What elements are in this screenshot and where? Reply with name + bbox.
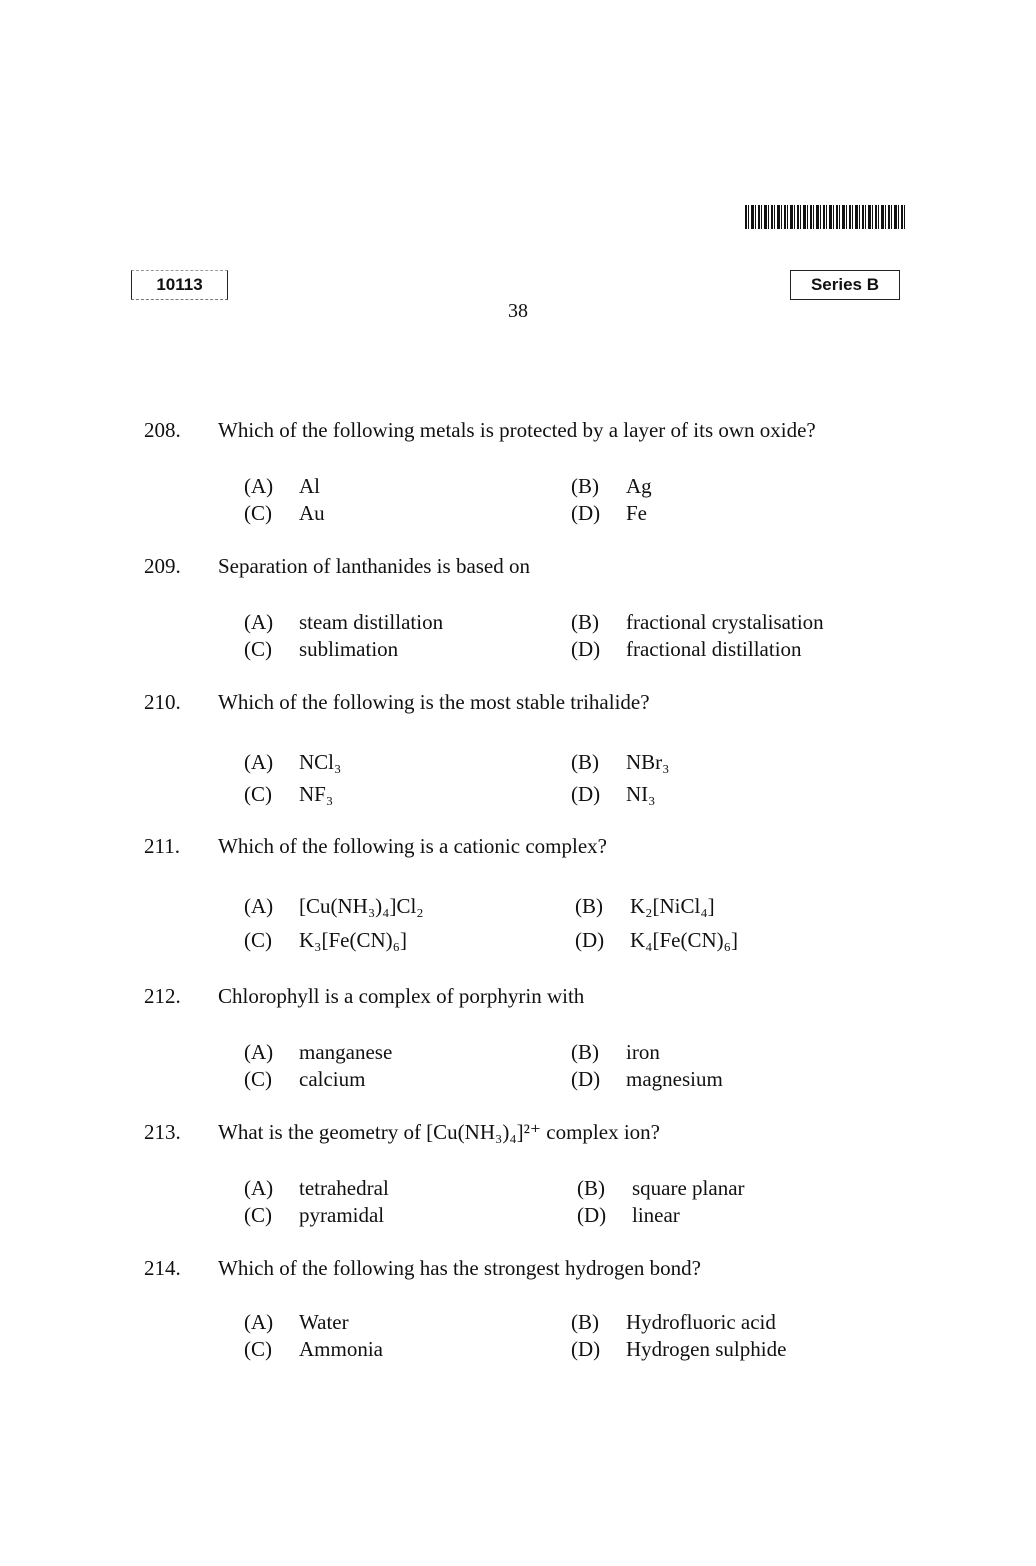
- question-number: 214.: [144, 1256, 181, 1280]
- question-number: 211.: [144, 834, 180, 858]
- option-d: (D) Fe: [571, 501, 647, 525]
- question-number: 209.: [144, 554, 181, 578]
- option-c: (C) sublimation: [244, 637, 399, 661]
- question-number: 210.: [144, 690, 181, 714]
- question-text: What is the geometry of [Cu(NH₃)₄]²⁺ complex ion?: [218, 1120, 660, 1144]
- option-d: (D) NI₃: [571, 782, 656, 806]
- question-number: 212.: [144, 984, 181, 1008]
- question-number: 213.: [144, 1120, 181, 1144]
- option-a: (A) Al: [244, 474, 320, 498]
- option-a: (A) [Cu(NH₃)₄]Cl₂: [244, 894, 424, 918]
- barcode: [745, 205, 905, 229]
- option-c: (C) Au: [244, 501, 325, 525]
- page-number: 38: [508, 300, 528, 322]
- option-b: (B) square planar: [577, 1176, 745, 1200]
- option-c: (C) pyramidal: [244, 1203, 385, 1227]
- option-d: (D) fractional distillation: [571, 637, 802, 661]
- question-text: Chlorophyll is a complex of porphyrin with: [218, 984, 585, 1008]
- option-c: (C) NF₃: [244, 782, 334, 806]
- question-number: 208.: [144, 418, 181, 442]
- option-a: (A) Water: [244, 1310, 349, 1334]
- option-a: (A) steam distillation: [244, 610, 444, 634]
- option-c: (C) calcium: [244, 1067, 366, 1091]
- question-text: Which of the following has the strongest hydrogen bond?: [218, 1256, 701, 1280]
- option-b: (B) Hydrofluoric acid: [571, 1310, 776, 1334]
- option-a: (A) manganese: [244, 1040, 393, 1064]
- option-a: (A) NCl₃: [244, 750, 342, 774]
- question-text: Which of the following is the most stable trihalide?: [218, 690, 650, 714]
- series-box: Series B: [790, 270, 900, 300]
- option-b: (B) K₂[NiCl₄]: [575, 894, 715, 918]
- option-b: (B) NBr₃: [571, 750, 670, 774]
- option-d: (D) linear: [577, 1203, 680, 1227]
- option-c: (C) K₃[Fe(CN)₆]: [244, 928, 407, 952]
- option-b: (B) fractional crystalisation: [571, 610, 824, 634]
- option-d: (D) Hydrogen sulphide: [571, 1337, 787, 1361]
- option-b: (B) iron: [571, 1040, 660, 1064]
- option-c: (C) Ammonia: [244, 1337, 383, 1361]
- question-text: Which of the following metals is protected by a layer of its own oxide?: [218, 418, 816, 442]
- option-d: (D) K₄[Fe(CN)₆]: [575, 928, 738, 952]
- paper-code-box: 10113: [131, 270, 228, 300]
- option-d: (D) magnesium: [571, 1067, 723, 1091]
- option-a: (A) tetrahedral: [244, 1176, 389, 1200]
- question-text: Separation of lanthanides is based on: [218, 554, 531, 578]
- question-text: Which of the following is a cationic complex?: [218, 834, 607, 858]
- option-b: (B) Ag: [571, 474, 652, 498]
